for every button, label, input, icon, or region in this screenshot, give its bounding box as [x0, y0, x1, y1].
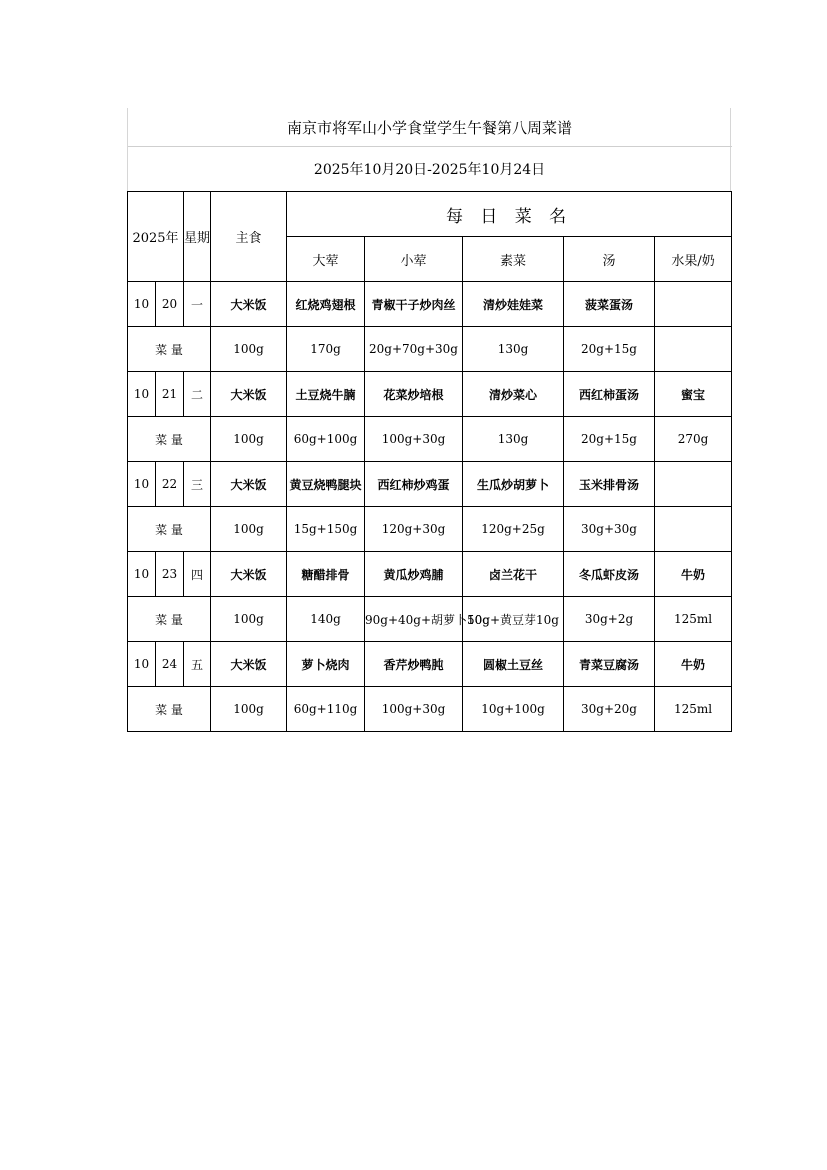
- month-cell: 10: [128, 642, 156, 687]
- menu-row: [128, 282, 732, 327]
- quantity-row: [128, 597, 732, 642]
- soup-cell: 菠菜蛋汤: [564, 282, 655, 327]
- soup-cell: 玉米排骨汤: [564, 462, 655, 507]
- staple-cell: 大米饭: [211, 642, 287, 687]
- menu-row: [128, 462, 732, 507]
- small-meat-header: 小荤: [365, 237, 463, 282]
- year-header: 2025年: [128, 192, 184, 282]
- menu-table: [127, 108, 732, 732]
- month-cell: 10: [128, 282, 156, 327]
- day-cell: 24: [156, 642, 184, 687]
- qty-fruit-milk: 125ml: [655, 597, 732, 642]
- quantity-row: [128, 507, 732, 552]
- quantity-row: [128, 327, 732, 372]
- fruit-milk-cell: 牛奶: [655, 642, 732, 687]
- staple-cell: 大米饭: [211, 372, 287, 417]
- staple-header: 主食: [211, 192, 287, 282]
- daily-dishes-header: 每 日 菜 名: [287, 192, 732, 237]
- weekday-cell: 二: [184, 372, 211, 417]
- qty-staple: 100g: [211, 687, 287, 732]
- staple-cell: 大米饭: [211, 462, 287, 507]
- weekday-cell: 三: [184, 462, 211, 507]
- weekday-header: 星期: [184, 192, 211, 282]
- weekday-cell: 一: [184, 282, 211, 327]
- quantity-label: 菜 量: [128, 597, 211, 642]
- staple-cell: 大米饭: [211, 552, 287, 597]
- day-cell: 21: [156, 372, 184, 417]
- fruit-milk-cell: 牛奶: [655, 552, 732, 597]
- vegetable-cell: 清炒娃娃菜: [463, 282, 564, 327]
- soup-header: 汤: [564, 237, 655, 282]
- weekday-cell: 四: [184, 552, 211, 597]
- qty-soup: 30g+20g: [564, 687, 655, 732]
- fruit-milk-cell: 蜜宝: [655, 372, 732, 417]
- month-cell: 10: [128, 552, 156, 597]
- small-meat-cell: 青椒干子炒肉丝: [365, 282, 463, 327]
- qty-staple: 100g: [211, 507, 287, 552]
- quantity-label: 菜 量: [128, 327, 211, 372]
- month-cell: 10: [128, 372, 156, 417]
- big-meat-cell: 黄豆烧鸭腿块: [287, 462, 365, 507]
- small-meat-cell: 西红柿炒鸡蛋: [365, 462, 463, 507]
- qty-vegetable: 10g+100g: [463, 687, 564, 732]
- small-meat-cell: 黄瓜炒鸡脯: [365, 552, 463, 597]
- soup-cell: 冬瓜虾皮汤: [564, 552, 655, 597]
- vegetable-cell: 圆椒土豆丝: [463, 642, 564, 687]
- fruit-milk-cell: [655, 282, 732, 327]
- qty-fruit-milk: 270g: [655, 417, 732, 462]
- menu-row: [128, 642, 732, 687]
- day-cell: 23: [156, 552, 184, 597]
- qty-vegetable: 50g+黄豆芽10g: [463, 597, 564, 642]
- small-meat-cell: 香芹炒鸭肫: [365, 642, 463, 687]
- qty-small-meat: 90g+40g+胡萝卜10g: [365, 597, 463, 642]
- fruit-milk-header: 水果/奶: [655, 237, 732, 282]
- vegetable-cell: 卤兰花干: [463, 552, 564, 597]
- qty-vegetable: 130g: [463, 327, 564, 372]
- big-meat-cell: 萝卜烧肉: [287, 642, 365, 687]
- qty-small-meat: 100g+30g: [365, 417, 463, 462]
- menu-sheet: [127, 108, 731, 732]
- soup-cell: 西红柿蛋汤: [564, 372, 655, 417]
- menu-row: [128, 552, 732, 597]
- date-range: 2025年10月20日-2025年10月24日: [313, 162, 546, 178]
- vegetable-header: 素菜: [463, 237, 564, 282]
- quantity-label: 菜 量: [128, 507, 211, 552]
- qty-soup: 30g+30g: [564, 507, 655, 552]
- qty-staple: 100g: [211, 327, 287, 372]
- month-cell: 10: [128, 462, 156, 507]
- soup-cell: 青菜豆腐汤: [564, 642, 655, 687]
- qty-big-meat: 60g+100g: [287, 417, 365, 462]
- qty-big-meat: 140g: [287, 597, 365, 642]
- qty-vegetable: 130g: [463, 417, 564, 462]
- quantity-row: [128, 687, 732, 732]
- vegetable-cell: 清炒菜心: [463, 372, 564, 417]
- qty-small-meat: 20g+70g+30g: [365, 327, 463, 372]
- qty-vegetable: 120g+25g: [463, 507, 564, 552]
- qty-small-meat: 120g+30g: [365, 507, 463, 552]
- quantity-label: 菜 量: [128, 687, 211, 732]
- day-cell: 22: [156, 462, 184, 507]
- weekday-cell: 五: [184, 642, 211, 687]
- qty-big-meat: 15g+150g: [287, 507, 365, 552]
- qty-fruit-milk: [655, 327, 732, 372]
- qty-fruit-milk: [655, 507, 732, 552]
- vegetable-cell: 生瓜炒胡萝卜: [463, 462, 564, 507]
- qty-small-meat: 100g+30g: [365, 687, 463, 732]
- qty-soup: 20g+15g: [564, 417, 655, 462]
- qty-soup: 30g+2g: [564, 597, 655, 642]
- menu-row: [128, 372, 732, 417]
- big-meat-cell: 糖醋排骨: [287, 552, 365, 597]
- quantity-label: 菜 量: [128, 417, 211, 462]
- qty-fruit-milk: 125ml: [655, 687, 732, 732]
- qty-big-meat: 60g+110g: [287, 687, 365, 732]
- qty-staple: 100g: [211, 417, 287, 462]
- day-cell: 20: [156, 282, 184, 327]
- fruit-milk-cell: [655, 462, 732, 507]
- qty-staple: 100g: [211, 597, 287, 642]
- qty-big-meat: 170g: [287, 327, 365, 372]
- big-meat-header: 大荤: [287, 237, 365, 282]
- big-meat-cell: 红烧鸡翅根: [287, 282, 365, 327]
- page-title: 南京市将军山小学食堂学生午餐第八周菜谱: [128, 108, 732, 147]
- small-meat-cell: 花菜炒培根: [365, 372, 463, 417]
- big-meat-cell: 土豆烧牛腩: [287, 372, 365, 417]
- quantity-row: [128, 417, 732, 462]
- staple-cell: 大米饭: [211, 282, 287, 327]
- qty-soup: 20g+15g: [564, 327, 655, 372]
